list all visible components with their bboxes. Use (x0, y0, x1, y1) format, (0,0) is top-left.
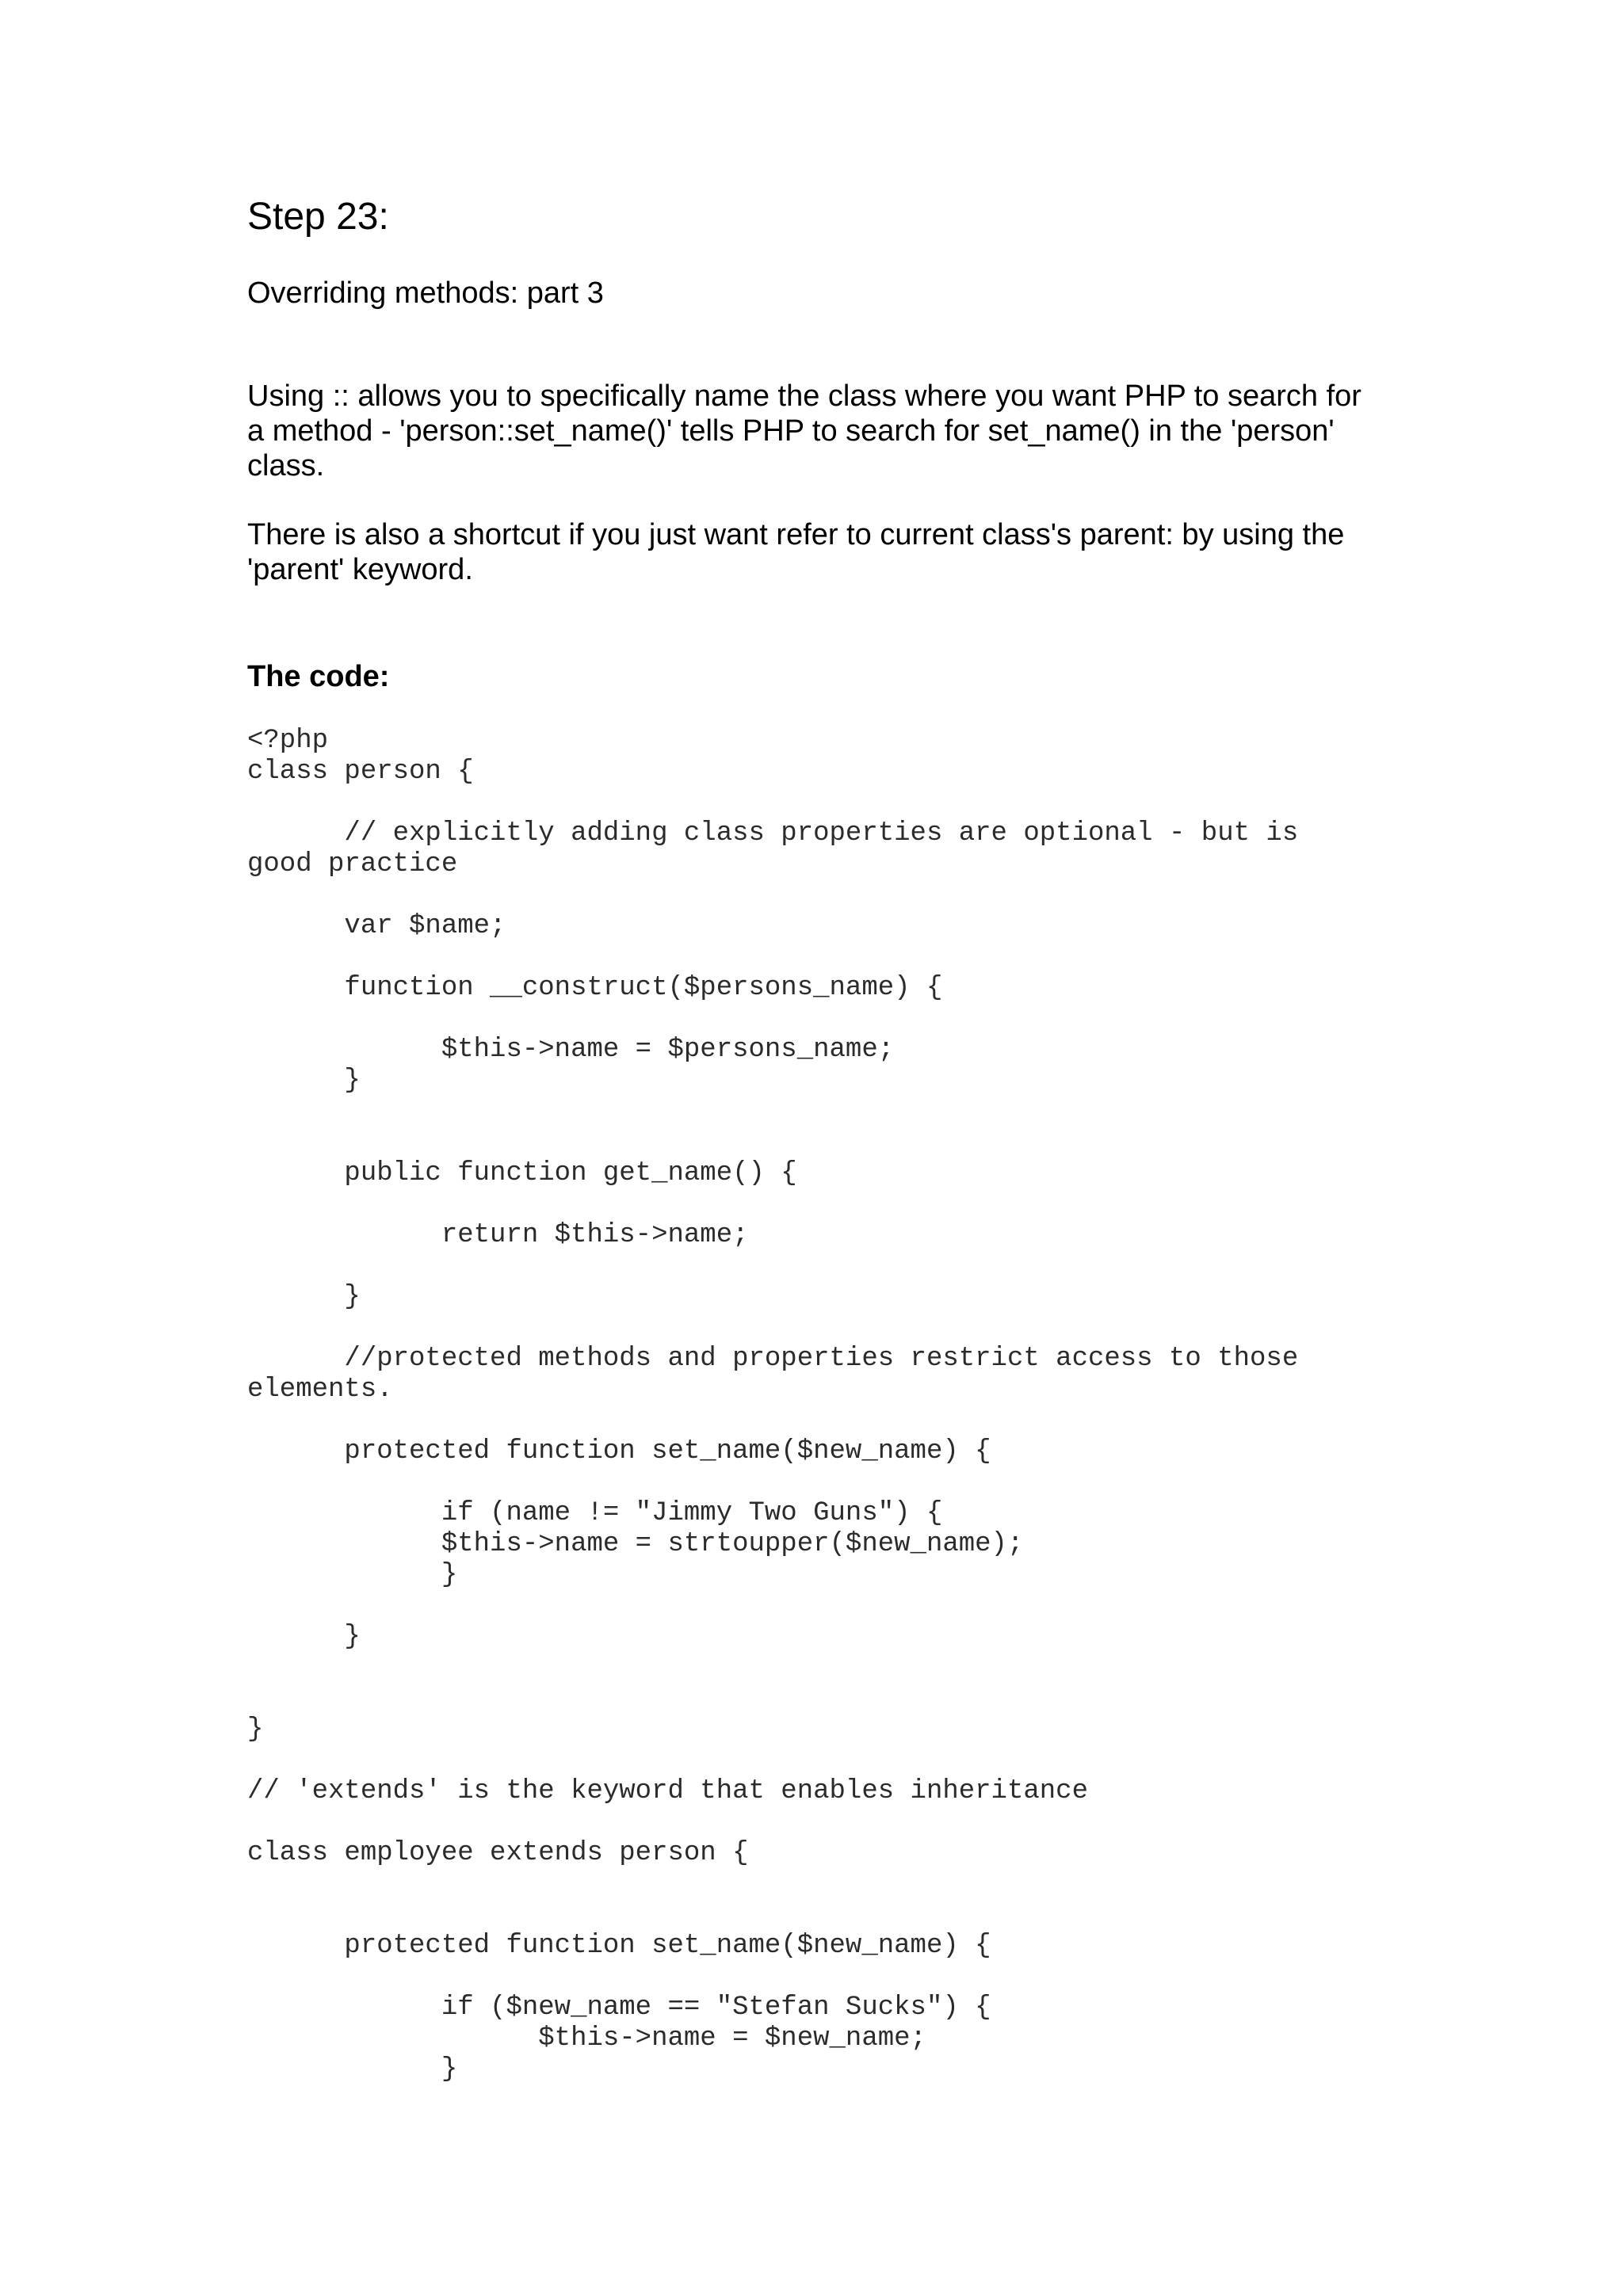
code-line (247, 1900, 1298, 1931)
code-block (247, 726, 1298, 2085)
code-line (247, 1962, 1298, 1993)
code-line (247, 1251, 1298, 1282)
paragraph-line: class. (247, 449, 325, 482)
code-line (247, 880, 1298, 911)
code-line (247, 1807, 1298, 1838)
code-line: } (247, 1714, 264, 1745)
code-line: $this->name = $new_name; (247, 2023, 926, 2054)
code-line (247, 1745, 1298, 1776)
code-line: if ($new_name == "Stefan Sucks") { (247, 1993, 991, 2023)
code-line: } (247, 1066, 361, 1096)
code-line: // explicitly adding class properties are optional - but is (247, 818, 1299, 849)
code-line (247, 1653, 1298, 1684)
paragraph-line: a method - 'person::set_name()' tells PHP to search for set_name() in the 'person' (247, 414, 1335, 448)
code-line: good practice (247, 849, 458, 879)
paragraph-line: There is also a shortcut if you just want refer to current class's parent: by using the (247, 518, 1345, 551)
code-line: } (247, 1560, 458, 1590)
code-line: } (247, 1622, 361, 1652)
code-line: var $name; (247, 911, 506, 941)
code-line: $this->name = $persons_name; (247, 1035, 895, 1065)
code-line (247, 1097, 1298, 1127)
code-line: class person { (247, 757, 474, 787)
code-line (247, 1313, 1298, 1344)
code-line (247, 1467, 1298, 1498)
code-line: protected function set_name($new_name) { (247, 1931, 991, 1961)
paragraph-line: Using :: allows you to specifically name the class where you want PHP to search for (247, 379, 1361, 413)
section-subtitle: Overriding methods: part 3 (247, 277, 604, 310)
code-line: if (name != "Jimmy Two Guns") { (247, 1498, 943, 1528)
code-line (247, 1127, 1298, 1158)
code-line: class employee extends person { (247, 1838, 749, 1868)
code-line (247, 788, 1298, 818)
code-line (247, 1684, 1298, 1714)
code-line: protected function set_name($new_name) { (247, 1436, 991, 1466)
code-line: <?php (247, 726, 329, 756)
code-line (247, 1004, 1298, 1035)
code-line: elements. (247, 1375, 393, 1405)
code-line (247, 1405, 1298, 1436)
code-line: // 'extends' is the keyword that enables inheritance (247, 1776, 1088, 1806)
paragraph-line: 'parent' keyword. (247, 553, 473, 586)
step-title: Step 23: (247, 196, 389, 238)
intro-paragraph (247, 379, 1404, 483)
code-line: return $this->name; (247, 1220, 749, 1250)
code-line (247, 1591, 1298, 1622)
code-line (247, 1189, 1298, 1220)
shortcut-paragraph (247, 517, 1404, 587)
code-line: } (247, 2054, 458, 2084)
code-line (247, 1869, 1298, 1900)
code-line: public function get_name() { (247, 1158, 797, 1188)
code-line (247, 942, 1298, 973)
code-line: $this->name = strtoupper($new_name); (247, 1529, 1024, 1559)
code-line: } (247, 1282, 361, 1312)
code-heading: The code: (247, 660, 390, 693)
code-line: function __construct($persons_name) { (247, 973, 943, 1003)
code-line: //protected methods and properties restrict access to those (247, 1344, 1299, 1374)
